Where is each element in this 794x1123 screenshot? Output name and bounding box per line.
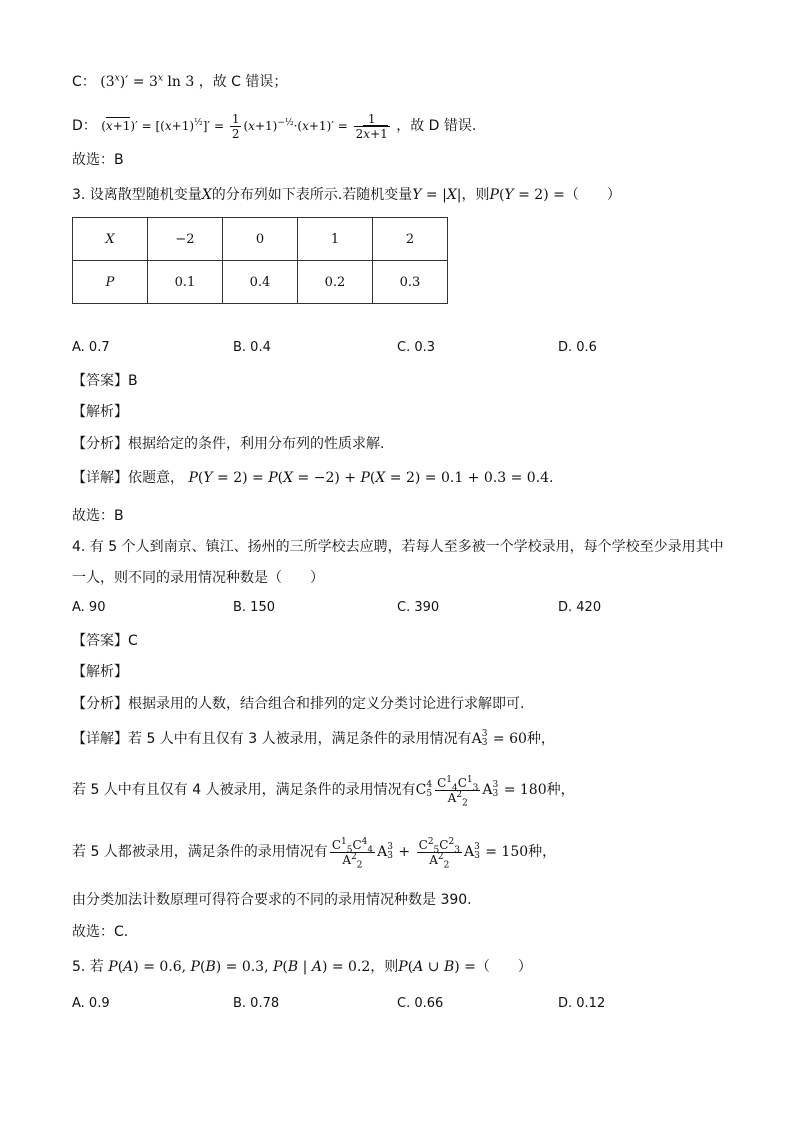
- q5-stem-a: 5. 若: [72, 959, 104, 975]
- q3-option-a: A. 0.7: [72, 340, 110, 355]
- q4-option-d: D. 420: [558, 600, 602, 615]
- q5-option-b: B. 0.78: [233, 996, 280, 1011]
- q3-detail: [72, 468, 553, 488]
- table-cell: 0: [223, 218, 298, 261]
- table-cell: 0.3: [373, 261, 448, 304]
- c-formula: $(3^x)' = 3^x$ ln 3: [100, 73, 195, 90]
- table-row: [73, 261, 448, 304]
- table-cell: P: [73, 261, 148, 304]
- q4-stem-2: 一人，则不同的录用情况种数是（ ）: [72, 570, 324, 586]
- d-tail: ，故 D 错误.: [396, 118, 477, 134]
- table-cell: 0.2: [298, 261, 373, 304]
- q4-detail-2a: 若 5 人中有且仅有 4 人被录用，满足条件的录用情况有: [72, 782, 416, 798]
- q3-fenxi: 【分析】根据给定的条件，利用分布列的性质求解.: [72, 436, 385, 452]
- q5-stem-c: （ ）: [475, 959, 532, 975]
- q4-detail-1a: 【详解】若 5 人中有且仅有 3 人被录用，满足条件的录用情况有: [72, 731, 472, 747]
- distribution-table: [72, 217, 448, 304]
- line-c: [72, 72, 287, 92]
- table-cell: 2: [373, 218, 448, 261]
- formula-p-y2: P: [489, 187, 499, 203]
- q3-choose: 故选：B: [72, 508, 124, 524]
- q4-analysis: 【解析】: [72, 664, 128, 680]
- table-cell: 0.4: [223, 261, 298, 304]
- q3-analysis: 【解析】: [72, 404, 128, 420]
- formula-y-abs-x: Y = |X|: [412, 187, 462, 203]
- q4-answer: 【答案】C: [72, 633, 138, 649]
- q3-stem-d: （ ）: [564, 187, 621, 203]
- q4-option-c: C. 390: [397, 600, 440, 615]
- table-cell: 0.1: [148, 261, 223, 304]
- q3-detail-formula: P(Y = 2) = P(X = −2) + P(X = 2) = 0.1 + 0.3 = 0.4.: [188, 470, 554, 486]
- q3-option-d: D. 0.6: [558, 340, 597, 355]
- c-label: C：: [72, 74, 96, 90]
- line-d: [72, 111, 476, 141]
- c-tail: ，故 C 错误；: [198, 74, 288, 90]
- table-cell: X: [73, 218, 148, 261]
- q2-choose: 故选：B: [72, 152, 124, 168]
- q4-choose: 故选：C.: [72, 924, 129, 940]
- table-cell: −2: [148, 218, 223, 261]
- q5-formula-given: P(A) = 0.6, P(B) = 0.3, P(B | A) = 0.2: [108, 959, 371, 975]
- q5-option-d: D. 0.12: [558, 996, 606, 1011]
- q3-stem-a: 3. 设离散型随机变量: [72, 187, 202, 203]
- q4-detail-2: [72, 773, 575, 807]
- q3-stem-b: 的分布列如下表所示.若随机变量: [211, 187, 413, 203]
- q4-detail-3a: 若 5 人都被录用，满足条件的录用情况有: [72, 844, 328, 860]
- q4-formula-3: $\frac{C^1_5C^4_4}{A^2_2}$ A 3 3 + $\frac{C^2_5C^2_3}{A^2_2}$ A 3 3 = 150: [331, 836, 529, 870]
- q4-detail-1: [72, 729, 555, 749]
- q4-detail-3: [72, 835, 556, 869]
- q4-option-a: A. 90: [72, 600, 106, 615]
- q5-option-c: C. 0.66: [397, 996, 444, 1011]
- q3-answer: 【答案】B: [72, 373, 138, 389]
- q4-formula-2: C 4 5 $\frac{C^1_4C^1_3}{A^2_2}$ A 3 3 = 180: [415, 774, 547, 808]
- q5-stem-b: ，则: [370, 959, 399, 975]
- q3-stem-c: ，则: [461, 187, 490, 203]
- q3-stem: 3. 设离散型随机变量X的分布列如下表所示.若随机变量Y = |X|，则P(Y = 2) =（ ）: [72, 187, 621, 203]
- var-x: X: [201, 187, 212, 203]
- table-row: [73, 218, 448, 261]
- q4-detail-3b: 种，: [528, 844, 557, 860]
- q5-option-a: A. 0.9: [72, 996, 110, 1011]
- q4-formula-1: A 3 3 = 60: [471, 729, 527, 748]
- q4-stem-1: 4. 有 5 个人到南京、镇江、扬州的三所学校去应聘，若每人至多被一个学校录用，每个学校至少录用其中: [72, 539, 724, 555]
- q3-option-c: C. 0.3: [397, 340, 436, 355]
- table-cell: 1: [298, 218, 373, 261]
- q5-formula-ask: P(A ∪ B) =: [398, 959, 476, 975]
- q4-detail-1b: 种，: [526, 731, 555, 747]
- q4-detail-2b: 种，: [546, 782, 575, 798]
- q4-detail-4: 由分类加法计数原理可得符合要求的不同的录用情况种数是 390.: [72, 892, 472, 908]
- q3-option-b: B. 0.4: [233, 340, 271, 355]
- d-label: D：: [72, 118, 97, 134]
- q4-fenxi: 【分析】根据录用的人数，结合组合和排列的定义分类讨论进行求解即可.: [72, 696, 525, 712]
- q5-stem: [72, 957, 532, 977]
- q4-option-b: B. 150: [233, 600, 275, 615]
- q3-detail-label: 【详解】依题意，: [72, 470, 184, 486]
- d-formula: $(x+1)' = [(x+1)^{\frac{1}{2}}]'$ = $\frac{1}{2}$ $(x+1)^{-\frac{1}{2}}\cdot(x+1)'$ = $\frac{1}{2x+1}$: [101, 112, 388, 141]
